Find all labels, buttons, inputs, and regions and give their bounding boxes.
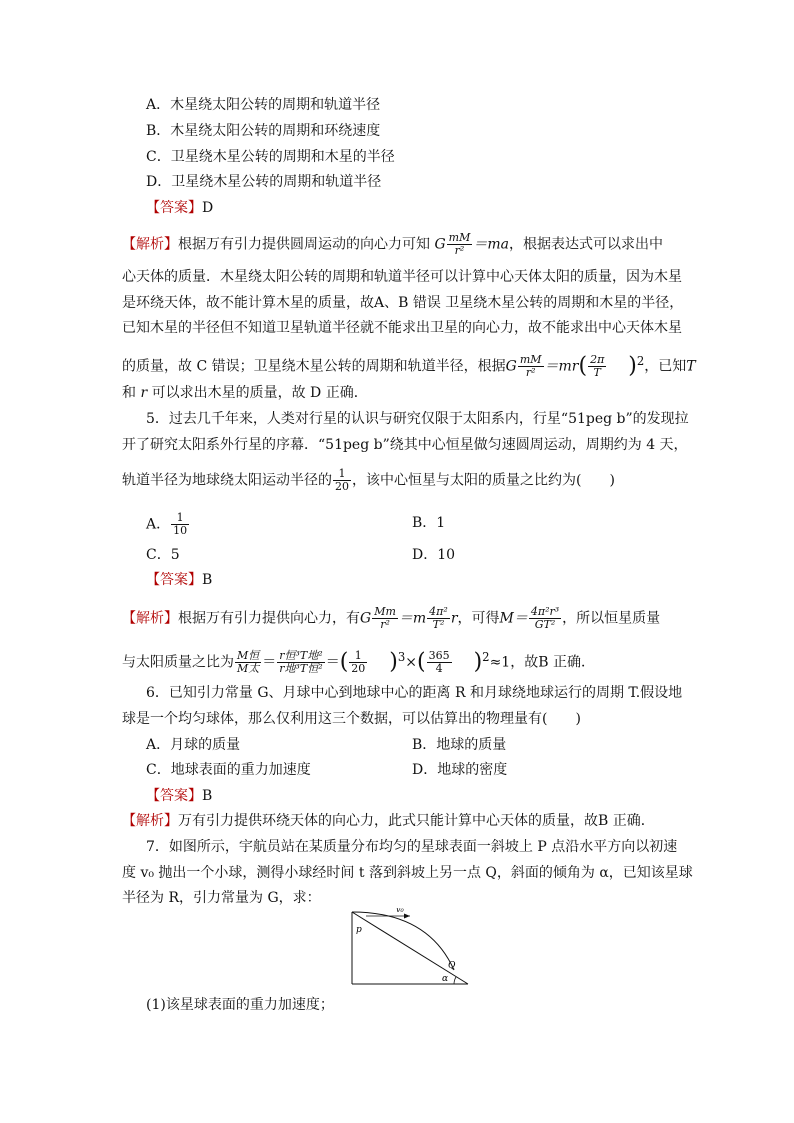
- analysis-tag: 【解析】: [122, 813, 178, 829]
- question-text: 轨道半径为地球绕太阳运动半径的: [122, 472, 332, 489]
- q5-answer: [146, 571, 212, 589]
- formula-g: G: [505, 358, 517, 375]
- q4-analysis-line-2: 心天体的质量．木星绕太阳公转的周期和轨道半径可以计算中心天体太阳的质量，因为木星: [122, 269, 682, 285]
- formula-eq: ＝: [262, 654, 277, 671]
- q4-option-a: A．木星绕太阳公转的周期和轨道半径: [146, 97, 381, 113]
- formula-g: G: [360, 610, 372, 627]
- formula-exponent: 2: [636, 354, 645, 368]
- formula-mid: ＝mr: [544, 358, 579, 375]
- formula-tail: r: [450, 610, 458, 627]
- q4-answer: [146, 199, 213, 217]
- formula-fraction: $\frac{mM}{\text{r²}}$: [448, 231, 471, 257]
- q4-analysis-line-3: 是环绕天体，故不能计算木星的质量，故A、B 错误 卫星绕木星公转的周期和木星的半径，: [122, 295, 684, 311]
- q6-line-2: 球是一个均匀球体，那么仅利用这三个数据，可以估算出的物理量有( ): [122, 711, 581, 727]
- q6-option-a: A．月球的质量: [146, 737, 241, 753]
- analysis-text: 可以求出木星的质量，故 D 正确．: [151, 385, 368, 401]
- formula-fraction: $\frac{1}{20}$: [351, 649, 366, 676]
- formula-fraction: $\frac{Mm}{\text{r²}}$: [374, 605, 396, 631]
- q7-line-2: 度 v₀ 抛出一个小球，测得小球经时间 t 落到斜坡上另一点 Q，斜面的倾角为 α，已知该星球: [122, 865, 693, 881]
- q7-sub-1: (1)该星球表面的重力加速度；: [146, 997, 334, 1013]
- q5-option-a: [146, 512, 190, 537]
- figure-slope: [352, 912, 468, 984]
- figure-label-alpha: α: [442, 974, 449, 984]
- q6-line-1: 6．已知引力常量 G、月球中心到地球中心的距离 R 和月球绕地球运行的周期 T.假设地: [146, 685, 683, 701]
- q4-option-c: C．卫星绕木星公转的周期和木星的半径: [146, 149, 395, 165]
- figure-trajectory: [352, 912, 454, 970]
- formula-fraction: $\frac{\text{r恒³T地²}}{\text{r地³T恒²}}$: [279, 649, 323, 676]
- q4-option-d: D．卫星绕木星公转的周期和轨道半径: [146, 174, 382, 190]
- symbol-t: T: [686, 358, 696, 375]
- formula-times: ×: [405, 654, 417, 671]
- formula-rhs: ＝ma: [473, 236, 509, 253]
- q5-option-d: D．10: [412, 547, 456, 563]
- figure-angle-arc: [454, 977, 456, 984]
- formula-fraction: $\frac{mM}{\text{r²}}$: [519, 353, 542, 380]
- formula-fraction: $\frac{\text{4π²}}{\text{T²}}$: [429, 605, 448, 631]
- figure-arrowhead: [404, 914, 410, 919]
- analysis-tag: 【解析】: [122, 236, 178, 253]
- answer-tag: 【答案】: [146, 788, 202, 804]
- q5-analysis-line-2: 与太阳质量之比为 $\frac{\text{M恒}}{\text{M太}}$ ＝ $\frac{\text{r恒³T地²}}{\text{r地³T恒²}}$ ＝( $\frac{1}{20}$ )$^3$×( $\frac{365}{4}$ )$^2$≈1，故B 正确．: [122, 649, 595, 676]
- formula-eq: ＝: [325, 654, 340, 671]
- q5-option-c: C．5: [146, 547, 180, 563]
- analysis-text: 万有引力提供环绕天体的向心力，此式只能计算中心天体的质量，故B 正确．: [178, 813, 655, 829]
- q5-analysis-line-1: [122, 606, 660, 631]
- analysis-tag: 【解析】: [122, 610, 178, 627]
- formula-fraction: $\frac{365}{4}$: [428, 649, 450, 676]
- formula-exponent: 3: [397, 650, 406, 664]
- q6-answer: [146, 787, 212, 805]
- q5-option-b: B．1: [412, 515, 446, 531]
- formula-inner-fraction: $\frac{2\pi}{T}$: [590, 353, 605, 380]
- symbol-r: r: [140, 385, 148, 401]
- q4-analysis-line-6: [122, 384, 368, 402]
- answer-value: D: [202, 200, 214, 216]
- analysis-text: ，根据表达式可以求出中: [508, 236, 663, 253]
- analysis-text: ，所以恒星质量: [562, 610, 661, 627]
- q5-line-1: 5．过去几千年来，人类对行星的认识与研究仅限于太阳系内，行星“51peg b”的发现拉: [146, 411, 689, 427]
- q4-option-b: B．木星绕太阳公转的周期和环绕速度: [146, 123, 381, 139]
- figure-label-p: p: [356, 925, 362, 935]
- q7-line-3: 半径为 R，引力常量为 G，求：: [122, 890, 321, 906]
- q7-line-1: 7．如图所示，宇航员站在某质量分布均匀的星球表面一斜坡上 P 点沿水平方向以初速: [146, 839, 678, 855]
- answer-tag: 【答案】: [146, 200, 202, 216]
- analysis-text: 与太阳质量之比为: [122, 654, 234, 671]
- formula-g: G: [434, 236, 446, 253]
- analysis-text: ，已知: [644, 358, 687, 375]
- analysis-text: ，可得: [457, 610, 500, 627]
- option-label: A．: [146, 516, 171, 533]
- formula-lhs: M＝: [499, 610, 528, 627]
- q6-option-d: D．地球的密度: [412, 762, 508, 778]
- q6-analysis: [122, 812, 655, 830]
- fraction-1-20: $\frac{1}{20}$: [335, 467, 349, 493]
- analysis-text: 根据万有引力提供圆周运动的向心力可知: [178, 236, 430, 253]
- q4-analysis-line-5: 的质量，故 C 错误；卫星绕木星公转的周期和轨道半径，根据G $\frac{mM}{\text{r²}}$ ＝mr( $\frac{2\pi}{T}$ )$^2$，已知T: [122, 353, 696, 380]
- answer-value: B: [202, 788, 213, 804]
- formula-exponent: 2: [482, 650, 490, 664]
- formula-fraction: $\frac{\text{4π²r³}}{\text{GT²}}$: [530, 605, 560, 631]
- formula-fraction: $\frac{\text{M恒}}{\text{M太}}$: [237, 649, 260, 676]
- analysis-text: 和: [122, 385, 136, 401]
- formula-eq: ＝m: [398, 610, 427, 627]
- q5-line-2: 开了研究太阳系外行星的序幕．“51peg b”绕其中心恒星做匀速圆周运动，周期约为 4 天，: [122, 437, 688, 453]
- question-text: ，该中心恒星与太阳的质量之比约为( ): [352, 472, 615, 489]
- analysis-text: 的质量，故 C 错误；卫星绕木星公转的周期和轨道半径，根据: [122, 358, 506, 375]
- figure-label-q: Q: [448, 961, 456, 971]
- analysis-text: 根据万有引力提供向心力，有: [178, 610, 360, 627]
- figure-label-v0: v₀: [396, 908, 404, 914]
- q4-analysis-line-4: 已知木星的半径但不知道卫星轨道半径就不能求出卫星的向心力，故不能求出中心天体木星: [122, 320, 682, 336]
- answer-tag: 【答案】: [146, 572, 202, 588]
- option-fraction: $\frac{1}{10}$: [173, 511, 188, 537]
- q4-analysis-line-1: [122, 232, 663, 257]
- slope-projectile-figure: [348, 908, 472, 988]
- analysis-text: ≈1，故B 正确．: [489, 654, 595, 671]
- q5-line-3: [122, 468, 615, 493]
- answer-value: B: [202, 572, 213, 588]
- q6-option-b: B．地球的质量: [412, 737, 507, 753]
- q6-option-c: C．地球表面的重力加速度: [146, 762, 311, 778]
